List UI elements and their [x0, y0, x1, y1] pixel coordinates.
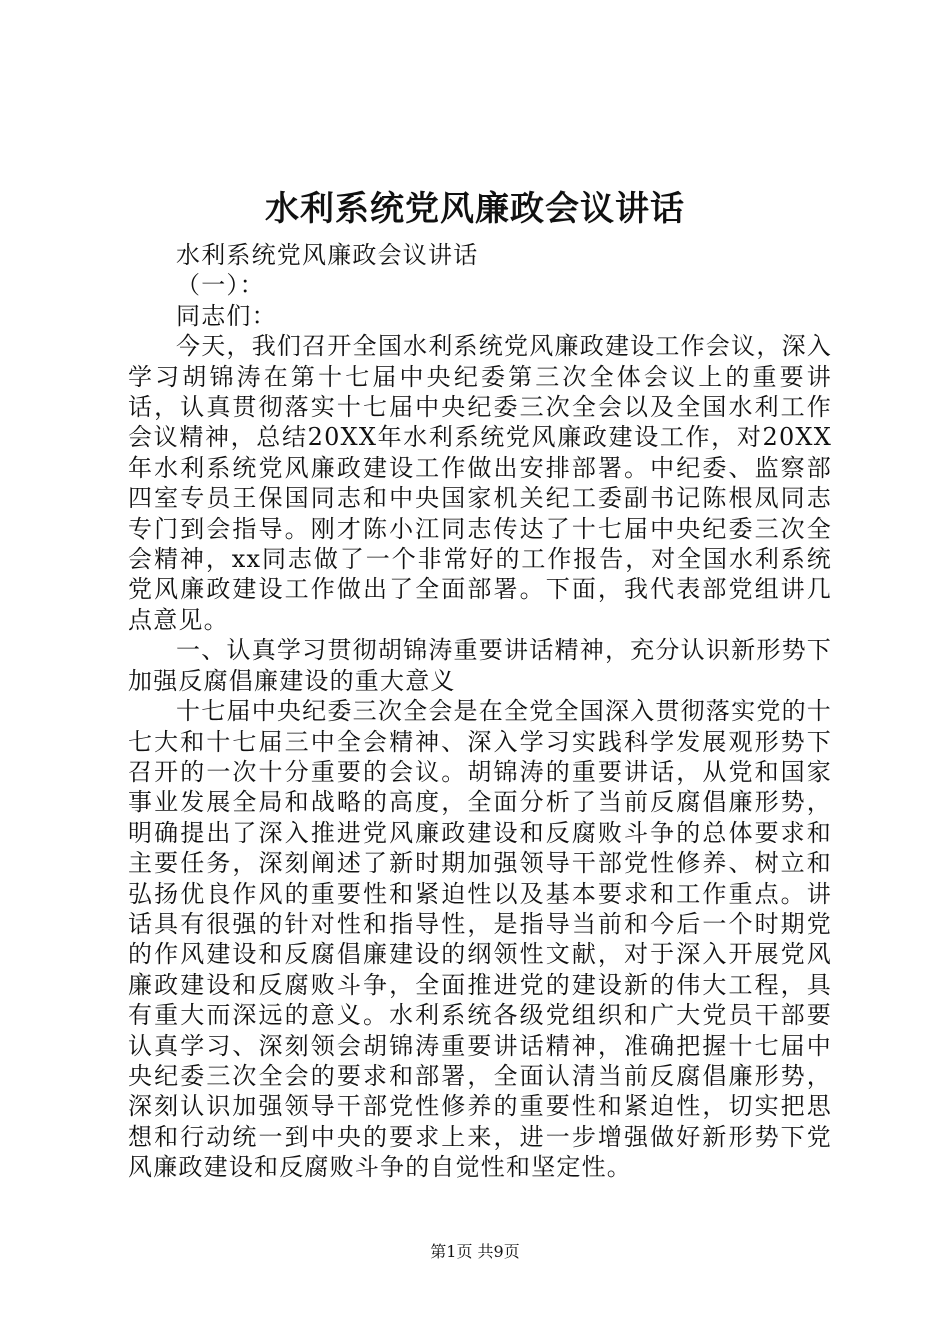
paragraph-section-number: （一）：	[176, 271, 265, 300]
paragraph-opening: 今天，我们召开全国水利系统党风廉政建设工作会议，深入学习胡锦涛在第十七届中央纪委第三次全体会议上的重要讲话，认真贯彻落实十七届中央纪委三次全会以及全国水利工作会议精神，总结20XX年水利系统党风廉政建设工作，对20XX年水利系统党风廉政建设工作做出安排部署。中纪委、监察部四室专员王保国同志和中央国家机关纪工委副书记陈根凤同志专门到会指导。刚才陈小江同志传达了十七届中央纪委三次全会精神，xx同志做了一个非常好的工作报告，对全国水利系统党风廉政建设工作做出了全面部署。下面，我代表部党组讲几点意见。	[128, 332, 832, 634]
page-number-footer: 第1页 共9页	[430, 1242, 520, 1261]
paragraph-subtitle: 水利系统党风廉政会议讲话	[176, 241, 479, 269]
paragraph-body: 十七届中央纪委三次全会是在全党全国深入贯彻落实党的十七大和十七届三中全会精神、深入学习实践科学发展观形势下召开的一次十分重要的会议。胡锦涛的重要讲话，从党和国家事业发展全局和战略的高度，全面分析了当前反腐倡廉形势，明确提出了深入推进党风廉政建设和反腐败斗争的总体要求和主要任务，深刻阐述了新时期加强领导干部党性修养、树立和弘扬优良作风的重要性和紧迫性以及基本要求和工作重点。讲话具有很强的针对性和指导性，是指导当前和今后一个时期党的作风建设和反腐倡廉建设的纲领性文献，对于深入开展党风廉政建设和反腐败斗争，全面推进党的建设新的伟大工程，具有重大而深远的意义。水利系统各级党组织和广大党员干部要认真学习、深刻领会胡锦涛重要讲话精神，准确把握十七届中央纪委三次全会的要求和部署，全面认清当前反腐倡廉形势，深刻认识加强领导干部党性修养的重要性和紧迫性，切实把思想和行动统一到中央的要求上来，进一步增强做好新形势下党风廉政建设和反腐败斗争的自觉性和坚定性。	[128, 697, 832, 1182]
document-body	[128, 240, 832, 1183]
paragraph-heading-one: 一、认真学习贯彻胡锦涛重要讲话精神，充分认识新形势下加强反腐倡廉建设的重大意义	[128, 636, 832, 695]
document-title: 水利系统党风廉政会议讲话	[265, 189, 685, 229]
paragraph-salutation: 同志们：	[176, 301, 277, 330]
